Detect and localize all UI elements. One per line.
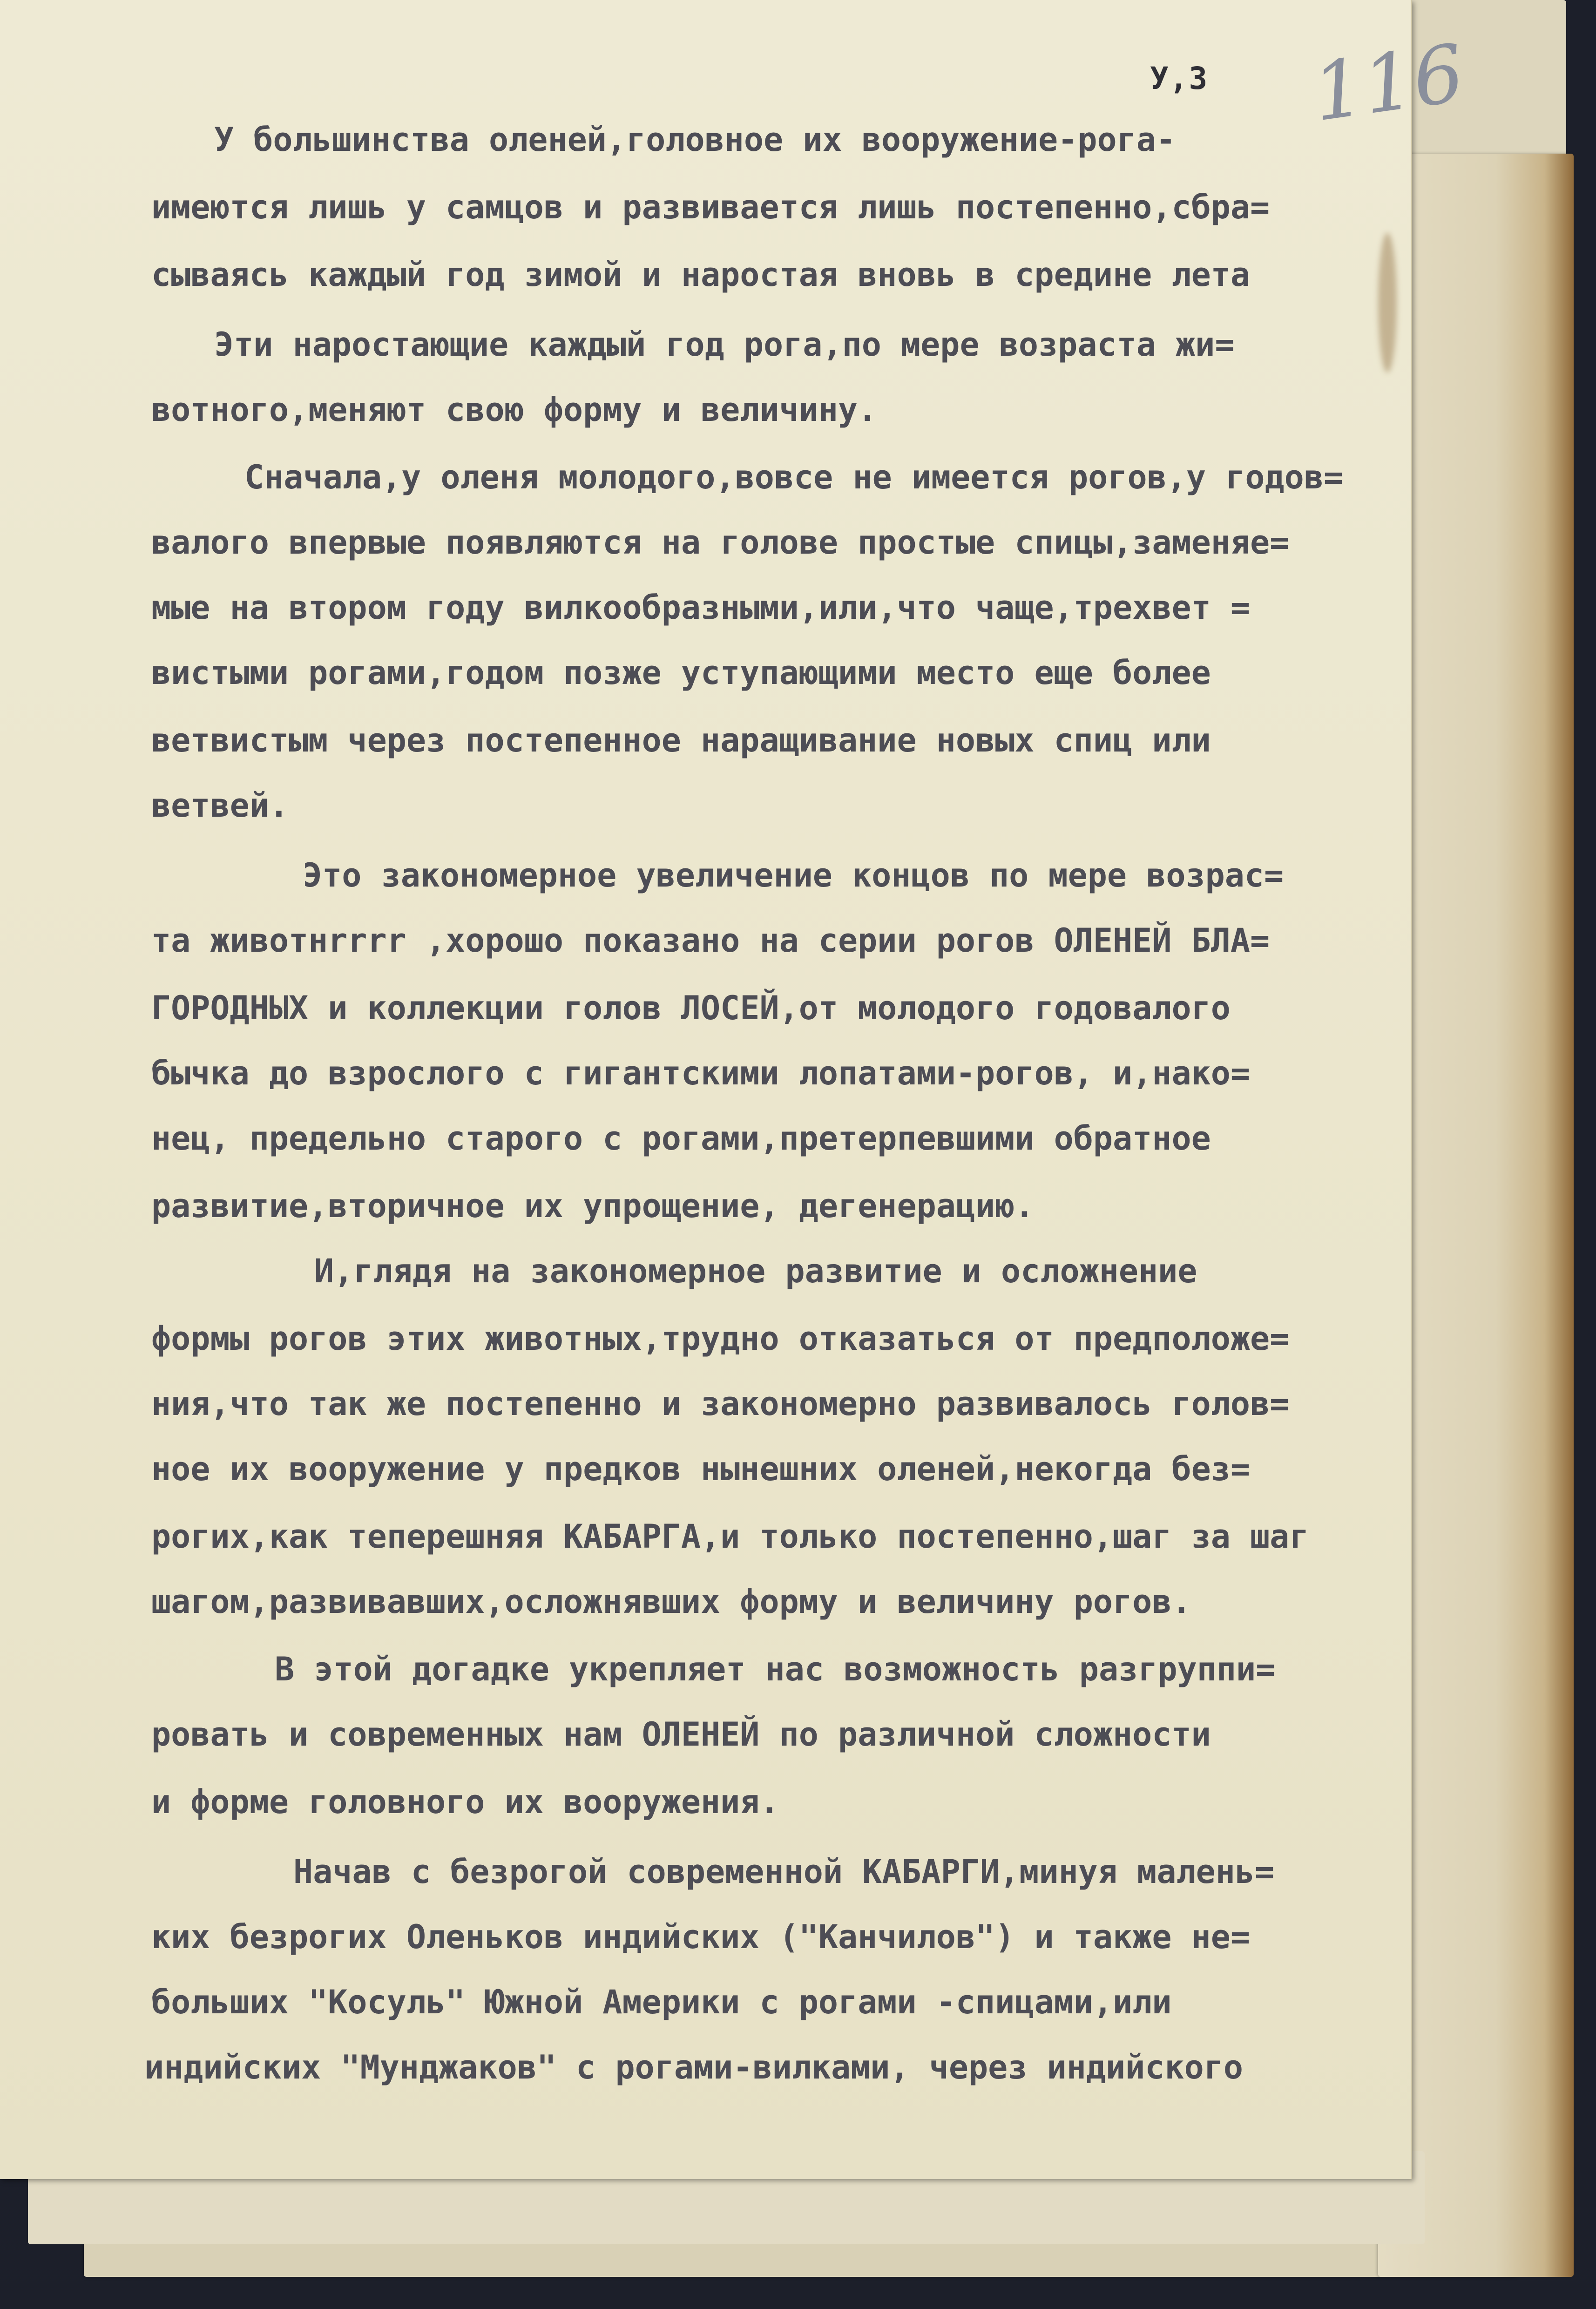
text-line: больших "Косуль" Южной Америки с рогами -спицами,или [151,1983,1172,2021]
text-line: ния,что так же постепенно и закономерно развивалось голов= [151,1385,1290,1423]
page-number: У,3 [1150,61,1209,96]
text-line: индийских "Мунджаков" с рогами-вилками, через индийского [144,2048,1244,2086]
text-line: Эти наростающие каждый год рога,по мере возраста жи= [214,325,1235,364]
text-line: В этой догадке укрепляет нас возможность разгруппи= [275,1650,1276,1688]
text-line: И,глядя на закономерное развитие и осложнение [314,1252,1197,1290]
text-line: сываясь каждый год зимой и наростая вновь в средине лета [151,256,1251,294]
folio-number: 116 [1307,27,1470,140]
text-line: ких безрогих Оленьков индийских ("Канчилов") и также не= [151,1918,1251,1956]
text-line: ветвистым через постепенное наращивание новых спиц или [151,721,1211,759]
text-line: рогих,как теперешняя КАБАРГА,и только постепенно,шаг за шаг [151,1517,1309,1556]
text-line: валого впервые появляются на голове простые спицы,заменяе= [151,523,1290,562]
text-line: имеются лишь у самцов и развивается лишь постепенно,сбра= [151,188,1270,226]
text-line: Начав с безрогой современной КАБАРГИ,минуя малень= [293,1853,1275,1891]
text-line: и форме головного их вооружения. [151,1783,779,1821]
text-line: ровать и современных нам ОЛЕНЕЙ по различной сложности [151,1715,1211,1754]
text-line: Это закономерное увеличение концов по мере возрас= [303,856,1284,894]
text-line: та животнrrrr ,хорошо показано на серии рогов ОЛЕНЕЙ БЛА= [151,921,1270,960]
text-line: бычка до взрослого с гигантскими лопатами-рогов, и,нако= [151,1054,1251,1092]
text-line: Сначала,у оленя молодого,вовсе не имеется рогов,у годов= [244,458,1344,496]
text-line: нец, предельно старого с рогами,претерпевшими обратное [151,1119,1211,1158]
text-line: мые на втором году вилкообразными,или,что чаще,трехвет = [151,589,1251,627]
text-line: ГОРОДНЫХ и коллекции голов ЛОСЕЙ,от молодого годовалого [151,989,1231,1027]
text-line: ное их вооружение у предков нынешних оленей,некогда без= [151,1450,1251,1488]
text-line: вотного,меняют свою форму и величину. [151,391,878,429]
text-line: шагом,развивавших,осложнявших форму и величину рогов. [151,1583,1191,1621]
text-line: ветвей. [151,786,289,825]
text-line: развитие,вторичное их упрощение, дегенерацию. [151,1187,1035,1225]
text-line: формы рогов этих животных,трудно отказаться от предположе= [151,1320,1290,1358]
text-line: У большинства оленей,головное их вооружение-рога- [214,121,1176,159]
text-line: вистыми рогами,годом позже уступающими место еще более [151,654,1211,692]
